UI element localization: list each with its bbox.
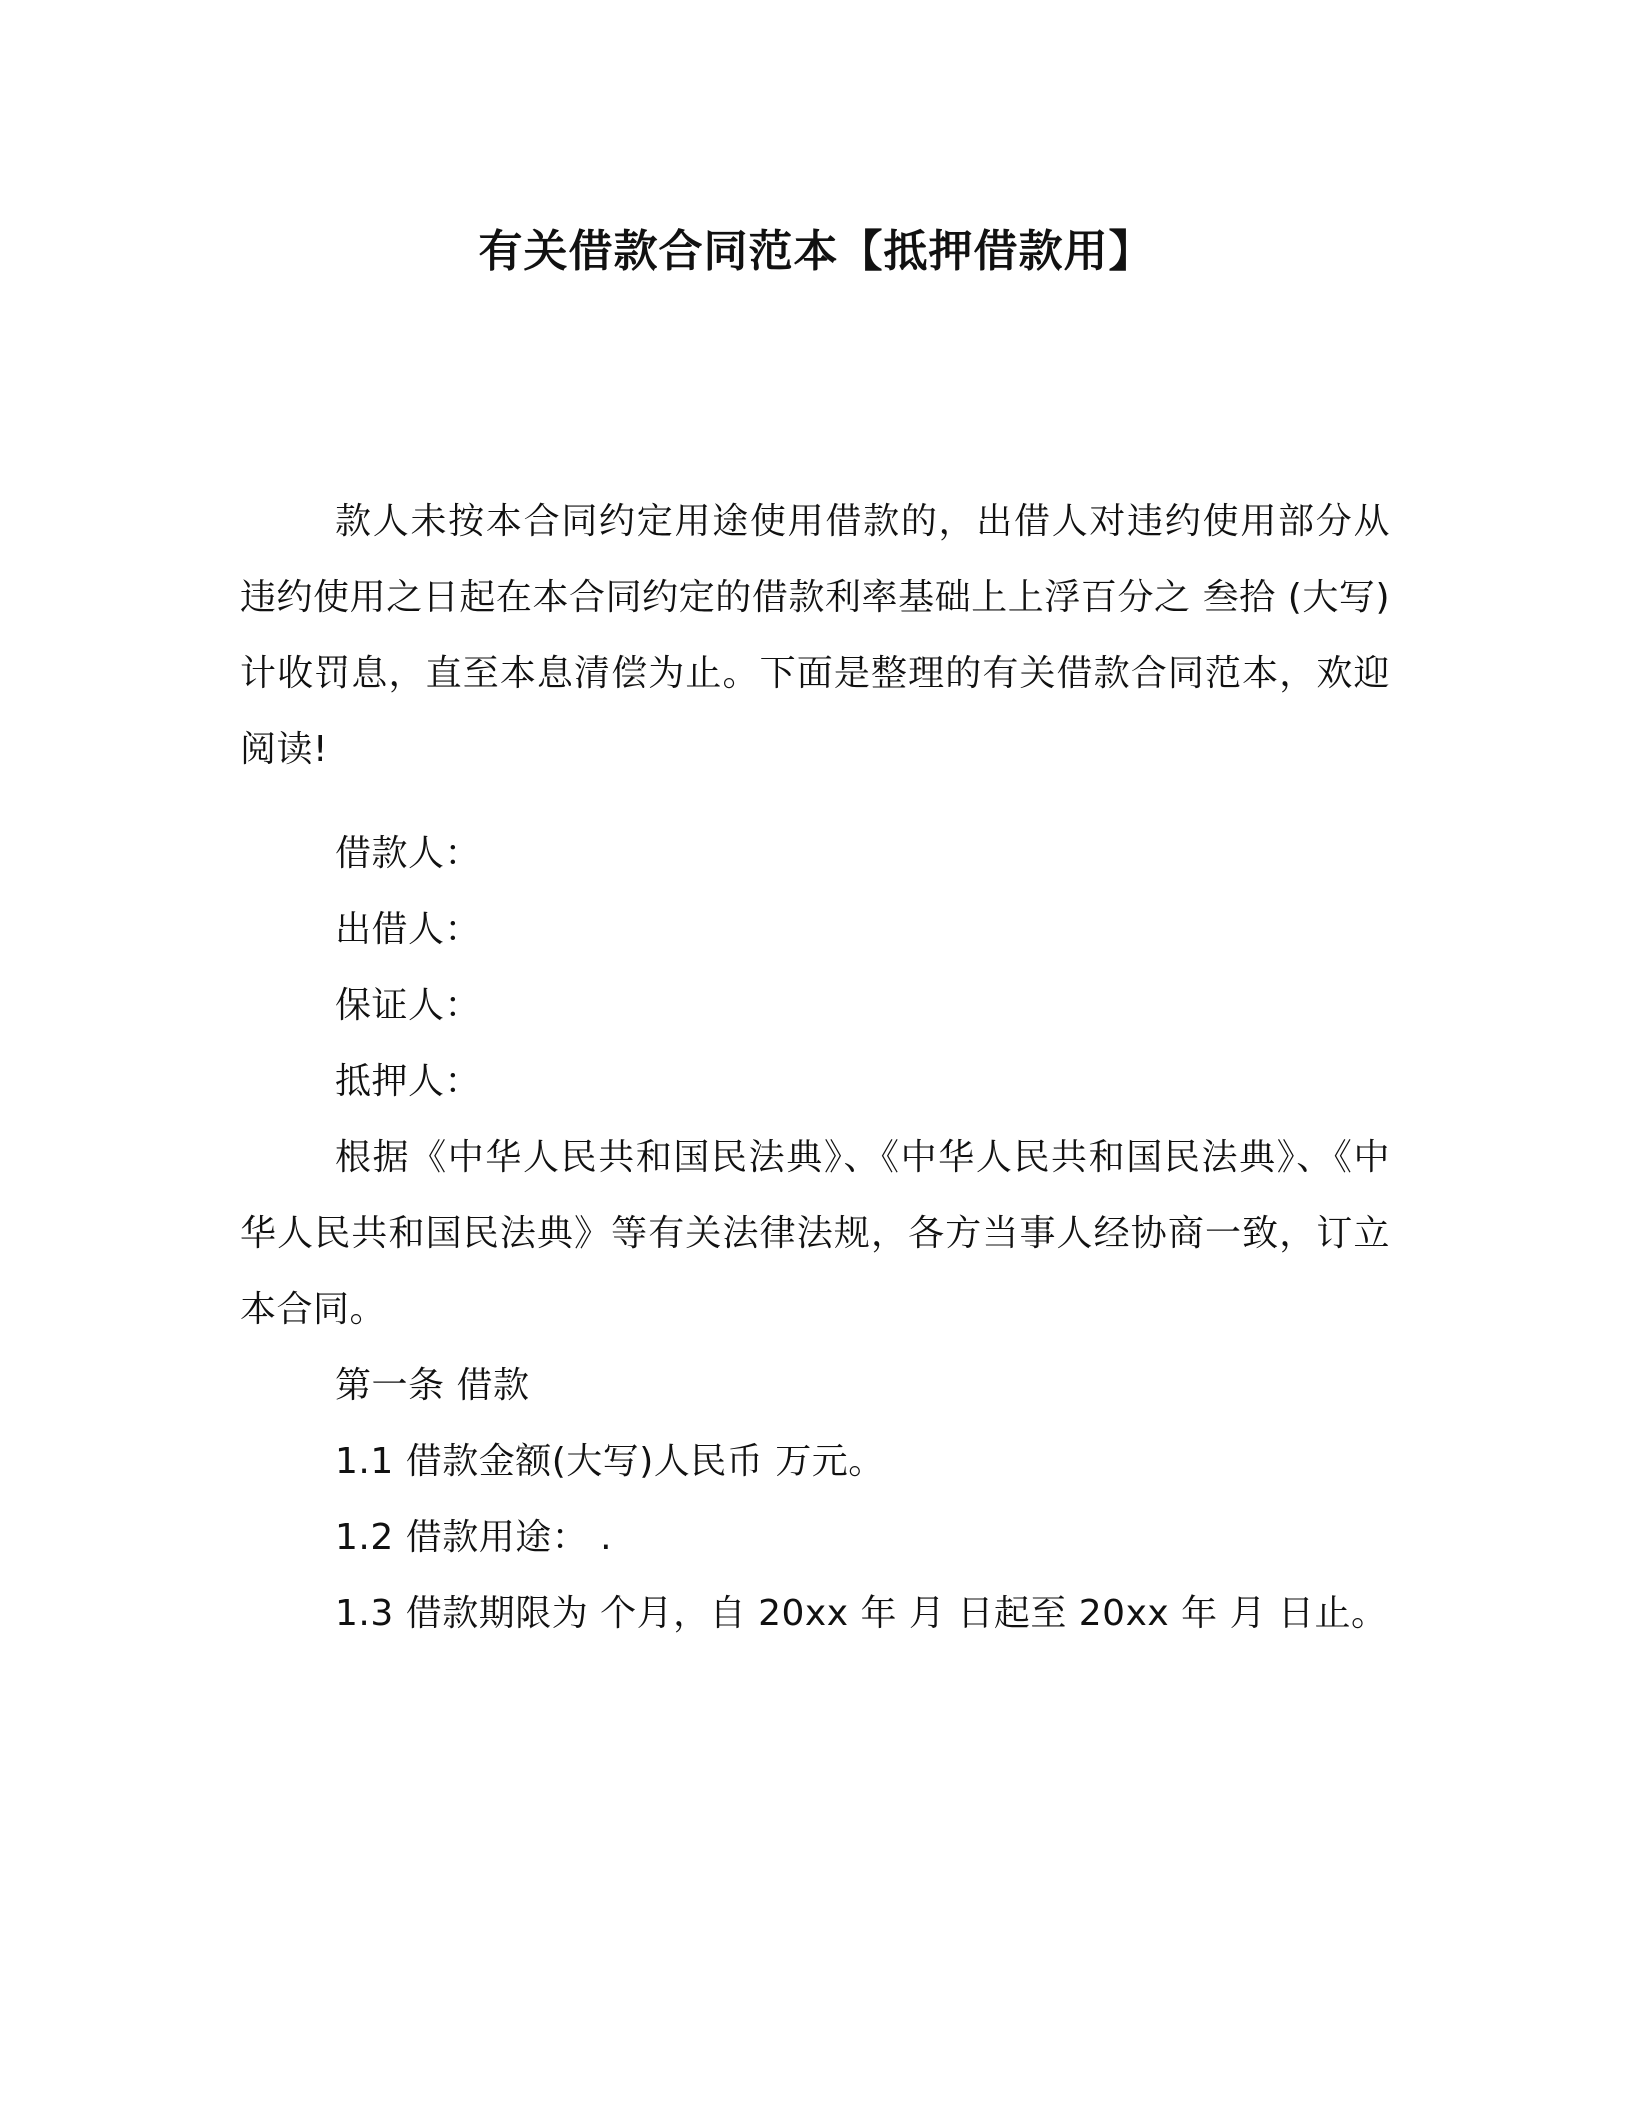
article-1-item-3: 1.3 借款期限为 个月，自 20xx 年 月 日起至 20xx 年 月 日止。 <box>335 1593 1388 1634</box>
borrower-line: 借款人： <box>335 833 482 874</box>
basis-paragraph: 根据《中华人民共和国民法典》、《中华人民共和国民法典》、《中华人民共和国民法典》等有关法律法规，各方当事人经协商一致，订立本合同。 <box>240 1137 1390 1330</box>
lender-line: 出借人： <box>335 909 482 950</box>
mortgagor-line: 抵押人： <box>335 1061 482 1102</box>
document-title: 有关借款合同范本【抵押借款用】 <box>478 226 1154 277</box>
guarantor-line: 保证人： <box>335 985 482 1026</box>
article-1-heading: 第一条 借款 <box>335 1365 530 1406</box>
intro-paragraph: 款人未按本合同约定用途使用借款的，出借人对违约使用部分从违约使用之日起在本合同约定的借款利率基础上上浮百分之 叁拾 (大写) 计收罚息，直至本息清偿为止。下面是整理的有关借款合同范本，欢迎阅读! <box>240 501 1390 770</box>
article-1-item-2: 1.2 借款用途： . <box>335 1517 613 1558</box>
document-body <box>240 484 1390 1652</box>
article-1-item-1: 1.1 借款金额(大写)人民币 万元。 <box>335 1441 885 1482</box>
